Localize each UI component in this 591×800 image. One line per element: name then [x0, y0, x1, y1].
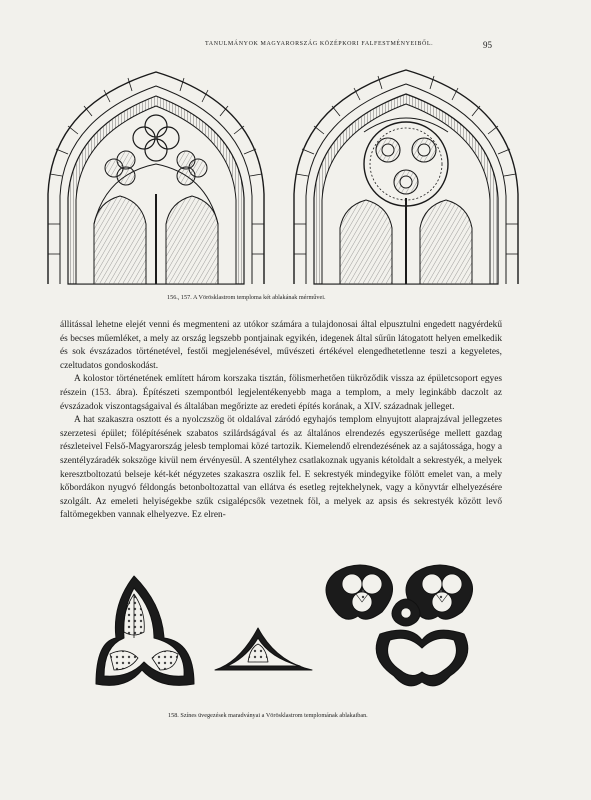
- figure-caption-tracery: 158. Színes üvegezések maradványai a Vörösklastrom templomának ablakaiban.: [168, 712, 368, 719]
- gothic-windows-illustration: [46, 64, 523, 286]
- page-header: [0, 41, 591, 53]
- page-number: 95: [483, 40, 492, 50]
- gothic-windows-drawing: [46, 64, 523, 286]
- figure-caption-windows: 156., 157. A Vörösklastrom temploma két ablakának mérművei.: [167, 294, 326, 301]
- stained-glass-fragments-illustration: [90, 558, 502, 704]
- paragraph: A hat szakaszra osztott és a nyolczszög öt oldalával záródó egyhajós templom elnyujtott alaprajzával jellegzetes szerzetesi épület; fölépítésének szabatos szilárdságával és az általános elrendezés egyszerűsége mellett gazdag részleteivel Felső-Magyarország jelesb templomai közé tartozik. Kiemelendő elrendezésének az a sajátossága, hogy a szentélyzáradék sokszöge kivül nem érvényesül. A szentélyhez csatlakoznak ugyanis kétoldalt a sekrestyék, a melyek keresztboltozatú belseje két-két négyzetes szakaszra oszlik fel. E sekrestyék mindegyike fölött emelet van, a mely kőbordákon nyugvó féldongás betonboltozattal van ellátva és esetleg rejtekhelynek, vagy a könyvtár elhelyezésére szolgált. Az emeleti helyiségekbe szűk csigalépcsők vezetnek föl, a melyek az apsis és sekrestyék között levő faltömegekben vannak elhelyezve. Ez elren-: [60, 415, 502, 521]
- paragraph: A kolostor történetének említett három korszaka tisztán, fölismerhetően tükröződik vissza az épületcsoport egyes részein (153. ábra). Építészeti szempontból legjelentékenyebb maga a templom, a mely leginkább daczolt az évszázadok viszontagságaival és általában megőrizte az eredeti építés korának, a XIV. századnak jelleget.: [60, 374, 502, 412]
- stained-glass-drawing: [90, 558, 502, 704]
- body-text: [60, 319, 502, 523]
- running-title: TANULMÁNYOK MAGYARORSZÁG KÖZÉPKORI FALFESTMÉNYEIBŐL.: [205, 41, 434, 47]
- paragraph: állitással lehetne elejét venni és megmenteni az utókor számára a tulajdonosai által elpusztulni engedett nagyérdekű és becses műemléket, a mely az ország legszebb pontjainak egyikén, idegenek által sűrűn látogatott helyen emelkedik és sok évszázados történetével, festői megjelenésével, művészeti értékével elengedhetetlenne teszi a kegyeletes, czeltudatos gondoskodást.: [60, 320, 502, 371]
